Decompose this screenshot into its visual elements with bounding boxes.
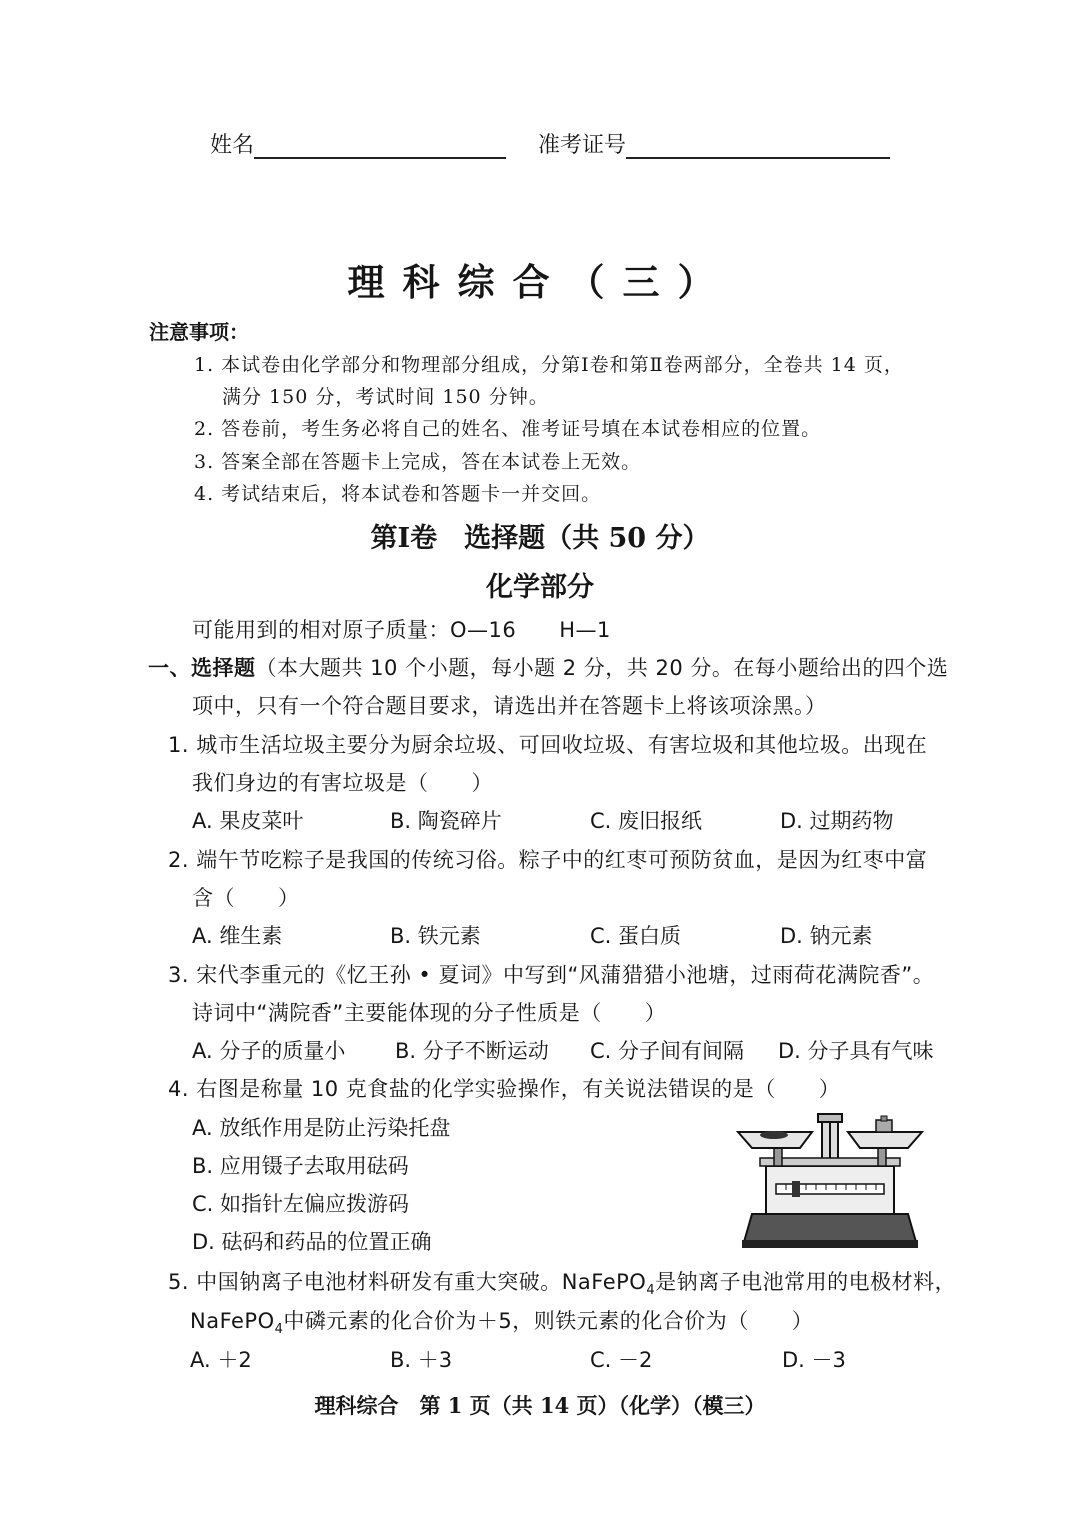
question-1-line-1: 1. 城市生活垃圾主要分为厨余垃圾、可回收垃圾、有害垃圾和其他垃圾。出现在 bbox=[168, 733, 928, 757]
question-1-option-b[interactable]: B. 陶瓷碎片 bbox=[390, 809, 502, 833]
question-3-option-b[interactable]: B. 分子不断运动 bbox=[395, 1039, 549, 1063]
question-3-line-2: 诗词中“满院香”主要能体现的分子性质是（ ） bbox=[192, 1001, 667, 1025]
question-2-option-c[interactable]: C. 蛋白质 bbox=[590, 924, 682, 948]
name-field bbox=[210, 128, 506, 159]
question-4-option-c[interactable]: C. 如指针左偏应拨游码 bbox=[192, 1192, 410, 1216]
question-4-line-1: 4. 右图是称量 10 克食盐的化学实验操作，有关说法错误的是（ ） bbox=[168, 1077, 841, 1101]
part-intro-line-1: （本大题共 10 个小题，每小题 2 分，共 20 分。在每小题给出的四个选 bbox=[255, 656, 949, 680]
question-1-option-c[interactable]: C. 废旧报纸 bbox=[590, 809, 703, 833]
question-5-line-2-subscript: 4 bbox=[274, 1322, 284, 1338]
question-3-line-1: 3. 宋代李重元的《忆王孙 • 夏词》中写到“风蒲猎猎小池塘，过雨荷花满院香”。 bbox=[168, 963, 935, 987]
exam-number-blank bbox=[626, 133, 890, 159]
question-1-option-d[interactable]: D. 过期药物 bbox=[780, 809, 894, 833]
question-1-line-2: 我们身边的有害垃圾是（ ） bbox=[192, 771, 493, 795]
notice-item: 满分 150 分，考试时间 150 分钟。 bbox=[222, 386, 549, 408]
part-label: 一、选择题 bbox=[148, 656, 256, 680]
section-title: 第Ⅰ卷 选择题（共 50 分） bbox=[370, 523, 710, 554]
question-4-option-a[interactable]: A. 放纸作用是防止污染托盘 bbox=[192, 1116, 451, 1140]
part-intro-line-2: 项中，只有一个符合题目要求，请选出并在答题卡上将该项涂黑。） bbox=[192, 694, 827, 718]
question-2-line-2: 含（ ） bbox=[192, 886, 300, 910]
notice-item: 3. 答案全部在答题卡上完成，答在本试卷上无效。 bbox=[194, 451, 642, 473]
question-5-option-a[interactable]: A. ＋2 bbox=[190, 1348, 252, 1372]
question-5-line-2-b: 中磷元素的化合价为＋5，则铁元素的化合价为（ ） bbox=[283, 1309, 814, 1333]
exam-number-field bbox=[538, 128, 890, 159]
question-2-option-d[interactable]: D. 钠元素 bbox=[780, 924, 873, 948]
question-1-option-a[interactable]: A. 果皮菜叶 bbox=[192, 809, 304, 833]
question-5-option-c[interactable]: C. －2 bbox=[590, 1348, 653, 1372]
question-5-line-1-b: 是钠离子电池常用的电极材料， bbox=[655, 1270, 957, 1294]
question-5-line-2 bbox=[190, 1305, 813, 1337]
question-5-option-d[interactable]: D. －3 bbox=[782, 1348, 846, 1372]
question-5-line-1-subscript: 4 bbox=[646, 1283, 656, 1299]
part-intro bbox=[148, 652, 948, 682]
question-2-option-b[interactable]: B. 铁元素 bbox=[390, 924, 481, 948]
notice-item: 2. 答卷前，考生务必将自己的姓名、准考证号填在本试卷相应的位置。 bbox=[194, 418, 822, 440]
notice-item: 1. 本试卷由化学部分和物理部分组成，分第Ⅰ卷和第Ⅱ卷两部分，全卷共 14 页， bbox=[194, 354, 904, 376]
question-5-option-b[interactable]: B. ＋3 bbox=[390, 1348, 453, 1372]
page-footer: 理科综合 第 1 页（共 14 页）（化学）（模三） bbox=[314, 1393, 766, 1418]
atomic-masses: 可能用到的相对原子质量：O—16 H—1 bbox=[192, 618, 611, 642]
notice-heading: 注意事项： bbox=[149, 320, 249, 344]
question-5-line-2-a: NaFePO bbox=[190, 1309, 275, 1333]
question-3-option-d[interactable]: D. 分子具有气味 bbox=[778, 1039, 934, 1063]
notice-item: 4. 考试结束后，将本试卷和答题卡一并交回。 bbox=[194, 483, 602, 505]
subsection-title: 化学部分 bbox=[486, 572, 594, 603]
question-4-option-d[interactable]: D. 砝码和药品的位置正确 bbox=[192, 1230, 432, 1254]
name-blank bbox=[254, 133, 506, 159]
balance-scale-illustration bbox=[730, 1110, 930, 1250]
exam-number-label: 准考证号 bbox=[538, 133, 627, 158]
question-3-option-a[interactable]: A. 分子的质量小 bbox=[192, 1039, 346, 1063]
question-4-option-b[interactable]: B. 应用镊子去取用砝码 bbox=[192, 1154, 409, 1178]
name-label: 姓名 bbox=[210, 133, 255, 158]
question-5-line-1-a: 5. 中国钠离子电池材料研发有重大突破。NaFePO bbox=[168, 1270, 647, 1294]
question-3-option-c[interactable]: C. 分子间有间隔 bbox=[590, 1039, 745, 1063]
page-title: 理科综合（三） bbox=[347, 260, 733, 304]
question-5-line-1 bbox=[168, 1266, 956, 1298]
question-2-option-a[interactable]: A. 维生素 bbox=[192, 924, 283, 948]
question-2-line-1: 2. 端午节吃粽子是我国的传统习俗。粽子中的红枣可预防贫血，是因为红枣中富 bbox=[168, 848, 928, 872]
